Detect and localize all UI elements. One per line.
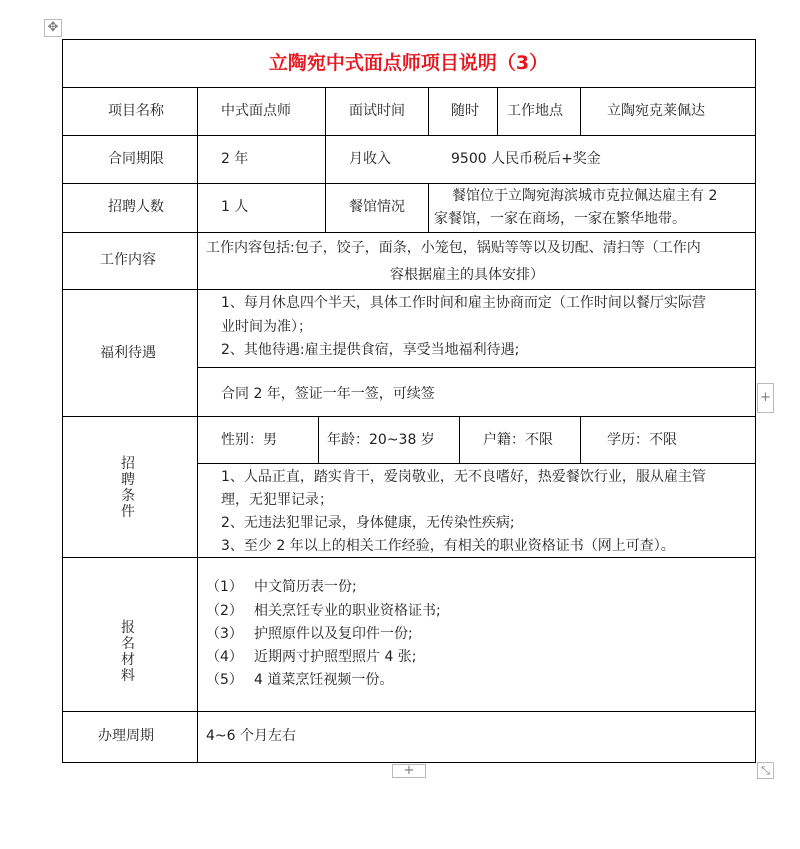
restaurant-line-2: 家餐馆，一家在商场，一家在繁华地带。 bbox=[434, 211, 686, 227]
materials-item-text: 4 道菜烹饪视频一份。 bbox=[254, 672, 394, 688]
materials-item-text: 近期两寸护照型照片 4 张; bbox=[254, 649, 417, 665]
requirements-label-char: 聘 bbox=[121, 472, 135, 488]
gender-requirement: 性别：男 bbox=[221, 432, 277, 448]
materials-item-text: 相关烹饪专业的职业资格证书; bbox=[254, 603, 441, 619]
benefits-line-3: 2、其他待遇:雇主提供食宿，享受当地福利待遇; bbox=[221, 342, 520, 358]
materials-label-char: 名 bbox=[121, 636, 135, 652]
materials-label bbox=[120, 620, 136, 684]
interview-time-label: 面试时间 bbox=[349, 103, 405, 119]
materials-item-number: （4） bbox=[206, 649, 243, 665]
materials-label-char: 报 bbox=[121, 620, 135, 636]
materials-label-char: 料 bbox=[121, 668, 135, 684]
requirement-line-3: 2、无违法犯罪记录，身体健康，无传染性疾病; bbox=[221, 515, 515, 531]
work-content-label: 工作内容 bbox=[100, 252, 156, 268]
requirement-line-1: 1、人品正直，踏实肯干，爱岗敬业，无不良嗜好，热爱餐饮行业，服从雇主管 bbox=[221, 469, 706, 485]
materials-item-text: 中文简历表一份; bbox=[254, 579, 357, 595]
table-move-handle[interactable]: ✥ bbox=[44, 19, 62, 37]
requirement-line-4: 3、至少 2 年以上的相关工作经验，有相关的职业资格证书（网上可查）。 bbox=[221, 538, 675, 554]
income-value: 9500 人民币税后+奖金 bbox=[451, 151, 601, 167]
work-location-value: 立陶宛克莱佩达 bbox=[607, 103, 705, 119]
work-content-line-1: 工作内容包括:包子，饺子，面条，小笼包，锅贴等等以及切配、清扫等（工作内 bbox=[206, 240, 701, 256]
position-value: 中式面点师 bbox=[221, 103, 291, 119]
contract-label: 合同期限 bbox=[108, 151, 164, 167]
table-resize-handle[interactable]: ⤡ bbox=[757, 762, 774, 779]
education-requirement: 学历：不限 bbox=[607, 432, 677, 448]
materials-item-text: 护照原件以及复印件一份; bbox=[254, 626, 413, 642]
requirements-label-char: 条 bbox=[121, 488, 135, 504]
processing-period-value: 4~6 个月左右 bbox=[206, 728, 296, 744]
page-title: 立陶宛中式面点师项目说明（3） bbox=[268, 52, 549, 74]
contract-note: 合同 2 年，签证一年一签，可续签 bbox=[221, 386, 435, 402]
age-requirement: 年龄：20~38 岁 bbox=[327, 432, 435, 448]
hukou-requirement: 户籍：不限 bbox=[483, 432, 553, 448]
benefits-line-1: 1、每月休息四个半天，具体工作时间和雇主协商而定（工作时间以餐厅实际营 bbox=[221, 295, 706, 311]
materials-item-number: （1） bbox=[206, 579, 243, 595]
materials-item-number: （2） bbox=[206, 603, 243, 619]
benefits-label: 福利待遇 bbox=[100, 345, 156, 361]
materials-label-char: 材 bbox=[121, 652, 135, 668]
requirements-label-char: 件 bbox=[121, 504, 135, 520]
income-label: 月收入 bbox=[349, 151, 391, 167]
work-location-label: 工作地点 bbox=[507, 103, 563, 119]
hiring-count-value: 1 人 bbox=[221, 199, 249, 215]
requirements-label-char: 招 bbox=[121, 456, 135, 472]
requirements-label bbox=[120, 456, 136, 520]
restaurant-line-1: 餐馆位于立陶宛海滨城市克拉佩达雇主有 2 bbox=[452, 188, 718, 204]
add-column-button[interactable]: + bbox=[757, 383, 774, 413]
contract-value: 2 年 bbox=[221, 151, 249, 167]
hiring-count-label: 招聘人数 bbox=[108, 199, 164, 215]
benefits-line-2: 业时间为准）； bbox=[221, 319, 312, 335]
position-label: 项目名称 bbox=[108, 103, 164, 119]
materials-item-number: （3） bbox=[206, 626, 243, 642]
restaurant-label: 餐馆情况 bbox=[349, 199, 405, 215]
processing-period-label: 办理周期 bbox=[98, 728, 154, 744]
work-content-line-2: 容根据雇主的具体安排） bbox=[390, 267, 544, 283]
add-row-button[interactable]: + bbox=[392, 764, 426, 778]
materials-item-number: （5） bbox=[206, 672, 243, 688]
requirement-line-2: 理，无犯罪记录； bbox=[221, 492, 333, 508]
interview-time-value: 随时 bbox=[451, 103, 479, 119]
